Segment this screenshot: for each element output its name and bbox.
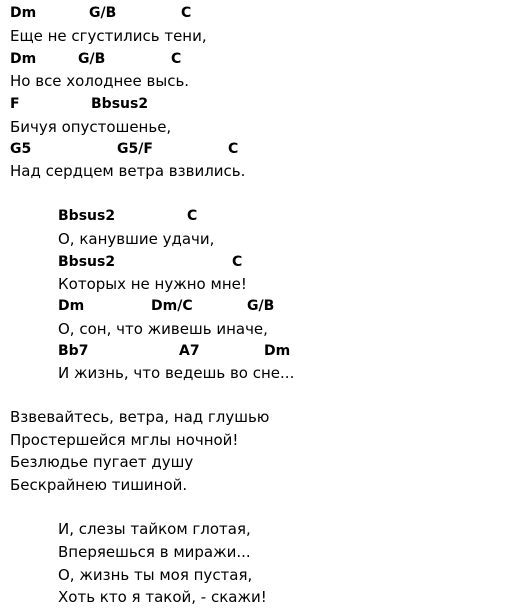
- chord: Bbsus2: [58, 254, 116, 270]
- chord: Dm: [10, 5, 37, 21]
- chord: F: [10, 96, 20, 112]
- chord: G/B: [247, 298, 275, 314]
- lyric-line: Безлюдье пугает душу: [10, 453, 194, 471]
- lyric-line: Хоть кто я такой, - скажи!: [58, 588, 267, 606]
- lyric-line: Бичуя опустошенье,: [10, 118, 172, 136]
- chord: A7: [179, 343, 200, 359]
- chord-line: [10, 2, 310, 24]
- lyric-line: Над сердцем ветра взвились.: [10, 162, 246, 180]
- chord: Dm: [58, 298, 85, 314]
- lyric-line: О, канувшие удачи,: [58, 230, 215, 248]
- chord: C: [187, 208, 198, 224]
- chord: Dm: [264, 343, 291, 359]
- lyric-line: Бескрайнею тишиной.: [10, 476, 188, 494]
- chord: Dm: [10, 51, 37, 67]
- lyric-line: О, сон, что живешь иначе,: [58, 320, 268, 338]
- chord-line: [58, 251, 358, 273]
- chord: G5/F: [117, 141, 153, 157]
- lyric-line: О, жизнь ты моя пустая,: [58, 566, 253, 584]
- chord: C: [171, 51, 182, 67]
- lyric-line: И, слезы тайком глотая,: [58, 520, 251, 538]
- chord: Bb7: [58, 343, 89, 359]
- chord: Bbsus2: [91, 96, 149, 112]
- chord-line: [58, 295, 358, 317]
- lyric-line: Взвевайтесь, ветра, над глушью: [10, 408, 270, 426]
- lyric-line: Вперяешься в миражи...: [58, 543, 251, 561]
- chord: Dm/C: [151, 298, 193, 314]
- lyric-line: И жизнь, что ведешь во сне...: [58, 364, 295, 382]
- chord: G/B: [78, 51, 106, 67]
- chord: Bbsus2: [58, 208, 116, 224]
- chord: C: [232, 254, 243, 270]
- chord: C: [228, 141, 239, 157]
- chord-line: [10, 48, 310, 70]
- chord-line: [10, 138, 310, 160]
- chord: G5: [10, 141, 32, 157]
- chord-line: [58, 205, 358, 227]
- lyric-line: Которых не нужно мне!: [58, 275, 247, 293]
- chord: C: [181, 5, 192, 21]
- chord-line: [58, 340, 358, 362]
- chord-line: [10, 93, 310, 115]
- lyric-line: Но все холоднее высь.: [10, 72, 190, 90]
- lyric-line: Еще не сгустились тени,: [10, 27, 207, 45]
- lyric-line: Простершейся мглы ночной!: [10, 431, 239, 449]
- chord: G/B: [89, 5, 117, 21]
